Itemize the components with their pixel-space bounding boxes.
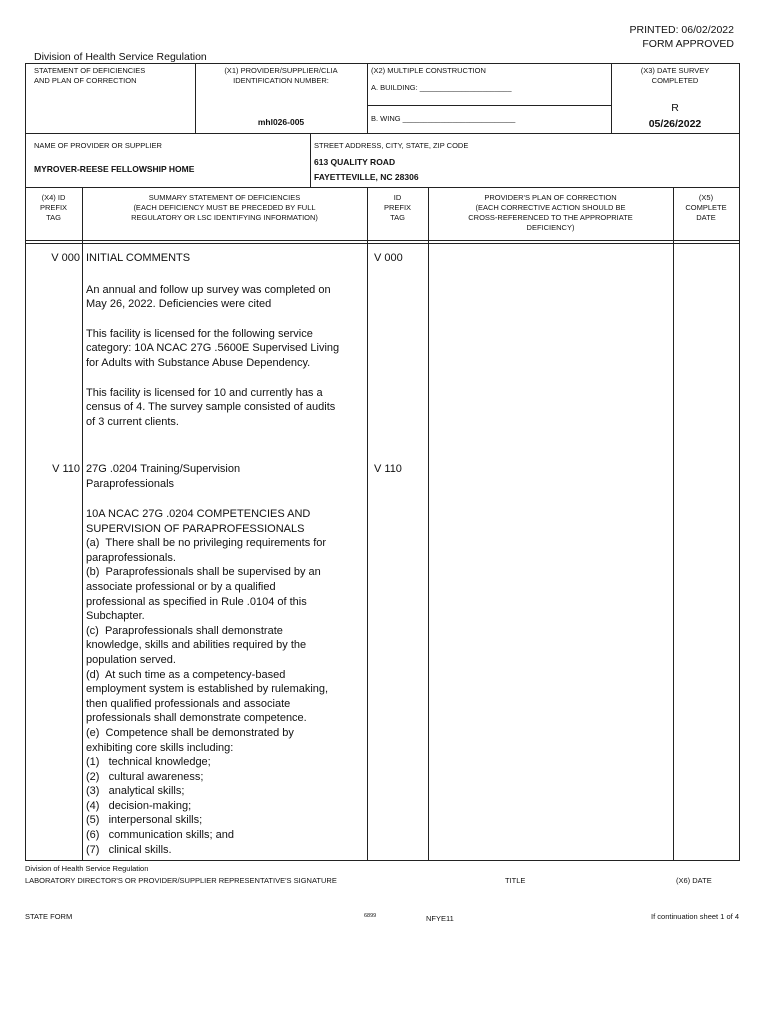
address-line-2: FAYETTEVILLE, NC 28306	[314, 172, 419, 182]
v110-line: professional as specified in Rule .0104 of this	[86, 595, 307, 608]
wing-label: B. WING ___________________________	[371, 114, 516, 123]
v000-paragraph-2: This facility is licensed for the following service category: 10A NCAC 27G .5600E Supervised Living for Adults with Substance Abuse Dependency.	[86, 327, 340, 369]
v110-line: exhibiting core skills including:	[86, 741, 234, 754]
v110-line: (3) analytical skills;	[86, 785, 185, 798]
prefix-tag-v000: V 000	[51, 252, 80, 264]
x2-label: (X2) MULTIPLE CONSTRUCTION	[371, 66, 486, 75]
v110-line: (b) Paraprofessionals shall be supervised by an	[86, 566, 321, 579]
printed-date: PRINTED: 06/02/2022	[629, 24, 734, 36]
v000-title: INITIAL COMMENTS	[86, 252, 191, 264]
footer-division: Division of Health Service Regulation	[25, 864, 149, 873]
v110-line: associate professional or by a qualified	[86, 580, 276, 593]
v110-line: (6) communication skills; and	[86, 829, 234, 842]
summary-header: SUMMARY STATEMENT OF DEFICIENCIES (EACH DEFICIENCY MUST BE PRECEDED BY FULL REGULATORY OR LSC IDENTIFYING INFORMATION)	[131, 193, 318, 222]
plan-header: PROVIDER'S PLAN OF CORRECTION (EACH CORRECTIVE ACTION SHOULD BE CROSS-REFERENCED TO THE APPROPRIATE DEFICIENCY)	[468, 193, 633, 232]
v110-line: (7) clinical skills.	[86, 843, 172, 856]
form-code: 6899	[364, 913, 377, 919]
v110-line: (2) cultural awareness;	[86, 770, 204, 783]
provider-name: MYROVER-REESE FELLOWSHIP HOME	[34, 164, 195, 174]
v110-line: (d) At such time as a competency-based	[86, 668, 286, 681]
v110-line: SUPERVISION OF PARAPROFESSIONALS	[86, 522, 305, 535]
state-form-label: STATE FORM	[25, 912, 73, 921]
v110-line: (a) There shall be no privileging requirements for	[86, 537, 327, 550]
id-tag-v000: V 000	[374, 252, 403, 264]
v110-line: (5) interpersonal skills;	[86, 814, 203, 827]
v110-line: 10A NCAC 27G .0204 COMPETENCIES AND	[86, 508, 311, 520]
x3-label: (X3) DATE SURVEY COMPLETED	[640, 66, 710, 85]
event-id: NFYE11	[426, 914, 454, 923]
v110-line: (c) Paraprofessionals shall demonstrate	[86, 624, 283, 637]
v110-line: (1) technical knowledge;	[86, 756, 211, 769]
v110-line: paraprofessionals.	[86, 551, 176, 564]
v110-line: Subchapter.	[86, 610, 145, 623]
v110-line: (4) decision-making;	[86, 799, 192, 812]
v110-line: then qualified professionals and associate	[86, 697, 291, 710]
x1-label: (X1) PROVIDER/SUPPLIER/CLIA IDENTIFICATION NUMBER:	[224, 66, 338, 85]
x5-header: (X5) COMPLETE DATE	[685, 193, 727, 222]
form-approved: FORM APPROVED	[642, 38, 734, 50]
address-label: STREET ADDRESS, CITY, STATE, ZIP CODE	[314, 141, 469, 150]
survey-code: R	[671, 102, 679, 114]
prefix-tag-v110: V 110	[52, 463, 80, 475]
x4-header: (X4) ID PREFIX TAG	[39, 193, 68, 222]
provider-name-label: NAME OF PROVIDER OR SUPPLIER	[34, 141, 162, 150]
deficiency-v000	[86, 251, 342, 444]
v110-line: (e) Competence shall be demonstrated by	[86, 726, 294, 739]
title-label: TITLE	[505, 876, 526, 885]
v110-line: professionals shall demonstrate competence.	[86, 712, 307, 725]
deficiency-v110	[86, 507, 361, 857]
division-title: Division of Health Service Regulation	[34, 51, 207, 63]
id-header: ID PREFIX TAG	[383, 193, 412, 222]
signature-label: LABORATORY DIRECTOR'S OR PROVIDER/SUPPLIER REPRESENTATIVE'S SIGNATURE	[25, 876, 337, 885]
date-label: (X6) DATE	[676, 876, 712, 885]
building-label: A. BUILDING: ______________________	[371, 83, 512, 92]
address-line-1: 613 QUALITY ROAD	[314, 157, 396, 167]
v110-line: employment system is established by rulemaking,	[86, 683, 329, 696]
continuation-label: If continuation sheet 1 of 4	[651, 912, 739, 921]
v000-paragraph-3: This facility is licensed for 10 and currently has a census of 4. The survey sample consisted of audits of 3 current clients.	[86, 386, 336, 428]
statement-label: STATEMENT OF DEFICIENCIES AND PLAN OF CORRECTION	[34, 66, 146, 85]
v110-title: 27G .0204 Training/Supervision Paraprofessionals	[86, 463, 241, 490]
provider-id-number: mhl026-005	[257, 117, 305, 127]
v110-line: population served.	[86, 653, 176, 666]
v000-paragraph-1: An annual and follow up survey was completed on May 26, 2022. Deficiencies were cited	[86, 283, 331, 311]
survey-date: 05/26/2022	[648, 118, 702, 130]
v110-line: knowledge, skills and abilities required by the	[86, 639, 307, 652]
id-tag-v110: V 110	[374, 463, 402, 475]
